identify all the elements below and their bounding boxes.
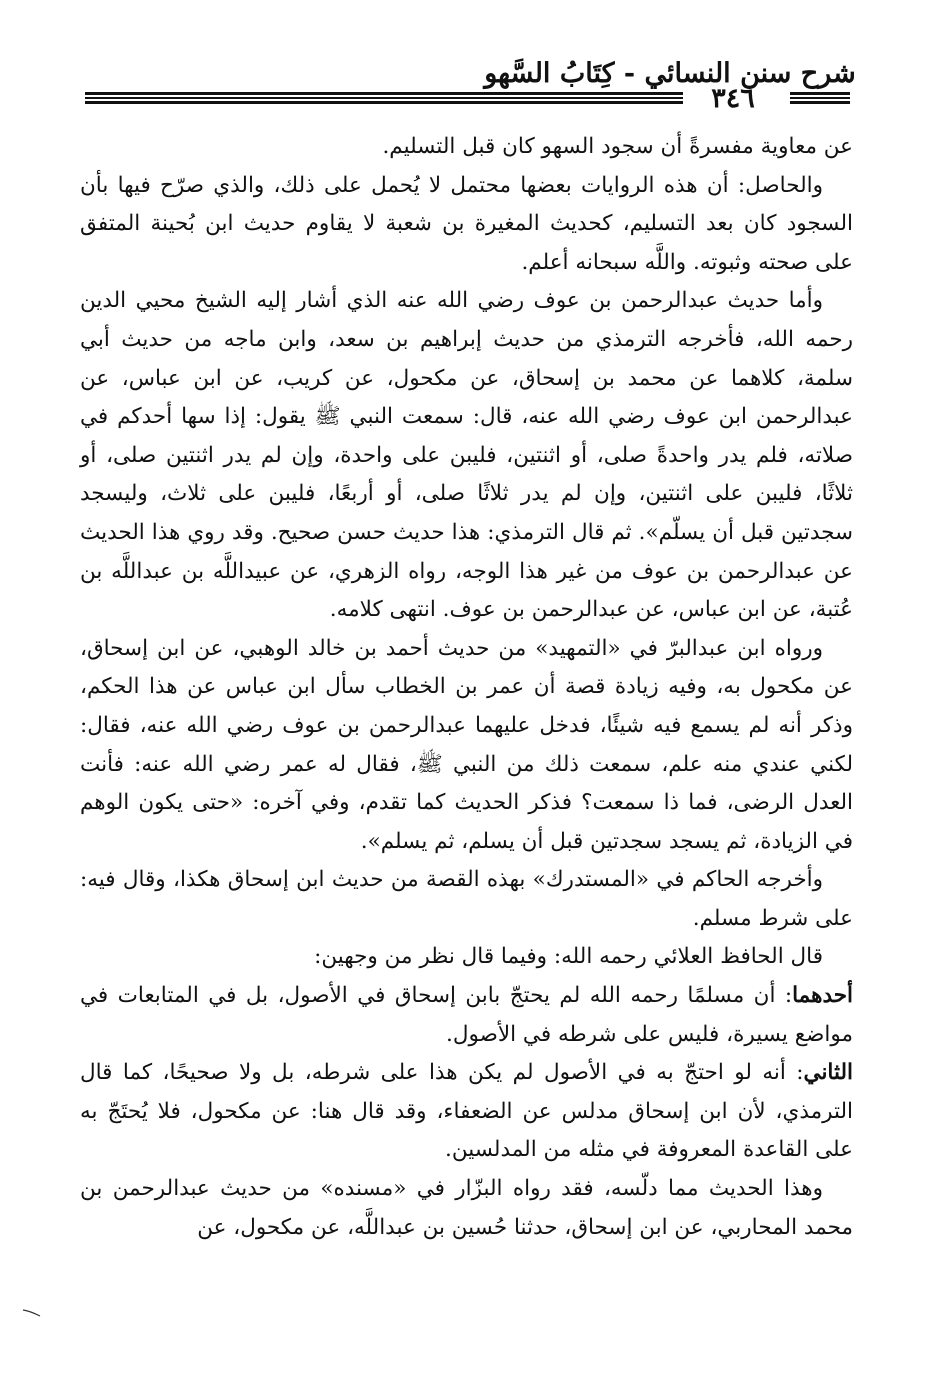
paragraph: والحاصل: أن هذه الروايات بعضها محتمل لا يُحمل على ذلك، والذي صرّح فيها بأن السجود كان بعد التسليم، كحديث المغيرة بن شعبة لا يقاوم حديث ابن بُحينة المتفق على صحته وثبوته. واللَّه سبحانه أعلم.	[80, 172, 853, 275]
paragraph: عن معاوية مفسرةً أن سجود السهو كان قبل التسليم.	[382, 134, 853, 159]
header-rule	[85, 92, 683, 104]
point-label: الثاني	[803, 1060, 853, 1086]
paragraph: وأما حديث عبدالرحمن بن عوف رضي الله عنه الذي أشار إليه الشيخ محيي الدين رحمه الله، فأخرجه الترمذي من حديث إبراهيم بن سعد، وابن ماجه من حديث أبي سلمة، كلاهما عن محمد بن إسحاق، عن مكحول، عن كريب، عن ابن عباس، عن عبدالرحمن ابن عوف رضي الله عنه، قال: سمعت النبي ﷺ يقول: إذا سها أحدكم في صلاته، فلم يدر واحدةً صلى، أو اثنتين، فليبن على واحدة، وإن لم يدر اثنتين صلى، أو ثلاثًا، فليبن على اثنتين، وإن لم يدر ثلاثًا صلى، أو أربعًا، فليبن على ثلاث، وليسجد سجدتين قبل أن يسلّم». ثم قال الترمذي: هذا حديث حسن صحيح. وقد روي هذا الحديث عن عبدالرحمن بن عوف من غير هذا الوجه، رواه الزهري، عن عبيداللَّه بن عبداللَّه بن عُتبة، عن ابن عباس، عن عبدالرحمن بن عوف. انتهى كلامه.	[80, 288, 853, 623]
paragraph: وهذا الحديث مما دلّسه، فقد رواه البزّار في «مسنده» من حديث عبدالرحمن بن محمد المحاربي، عن ابن إسحاق، حدثنا حُسين بن عبداللَّه، عن مكحول، عن	[80, 1176, 853, 1240]
header-rule-short	[790, 92, 850, 104]
paragraph-text: : أن مسلمًا رحمه الله لم يحتجّ بابن إسحاق في الأصول، بل في المتابعات في مواضع يسيرة، فليس على شرطه في الأصول.	[80, 983, 853, 1047]
body-text	[80, 128, 853, 1247]
paragraph	[80, 977, 853, 1054]
paragraph	[80, 1054, 853, 1170]
paragraph-text: : أنه لو احتجّ به في الأصول لم يكن هذا على شرطه، بل ولا صحيحًا، كما قال الترمذي، لأن ابن إسحاق مدلس عن الضعفاء، وقد قال هنا: عن مكحول، فلا يُحتَجّ به على القاعدة المعروفة في مثله من المدلسين.	[80, 1060, 853, 1163]
paragraph: وأخرجه الحاكم في «المستدرك» بهذه القصة من حديث ابن إسحاق هكذا، وقال فيه: على شرط مسلم.	[80, 867, 853, 931]
page-number: ٣٤٦	[711, 83, 755, 114]
point-label: أحدهما	[792, 983, 853, 1009]
margin-mark	[22, 1308, 42, 1318]
running-title: شرح سنن النسائي - كِتَابُ السَّهو	[484, 58, 856, 89]
paragraph: ورواه ابن عبدالبرّ في «التمهيد» من حديث أحمد بن خالد الوهبي، عن ابن إسحاق، عن مكحول به، وفيه زيادة قصة أن عمر بن الخطاب سأل ابن عباس عن هذا الحكم، وذكر أنه لم يسمع فيه شيئًا، فدخل عليهما عبدالرحمن بن عوف رضي الله عنه، فقال: لكني عندي منه علم، سمعت ذلك من النبي ﷺ، فقال له عمر رضي الله عنه: فأنت العدل الرضى، فما ذا سمعت؟ فذكر الحديث كما تقدم، وفي آخره: «حتى يكون الوهم في الزيادة، ثم يسجد سجدتين قبل أن يسلم، ثم يسلم».	[80, 635, 853, 854]
paragraph: قال الحافظ العلائي رحمه الله: وفيما قال نظر من وجهين:	[314, 944, 823, 970]
